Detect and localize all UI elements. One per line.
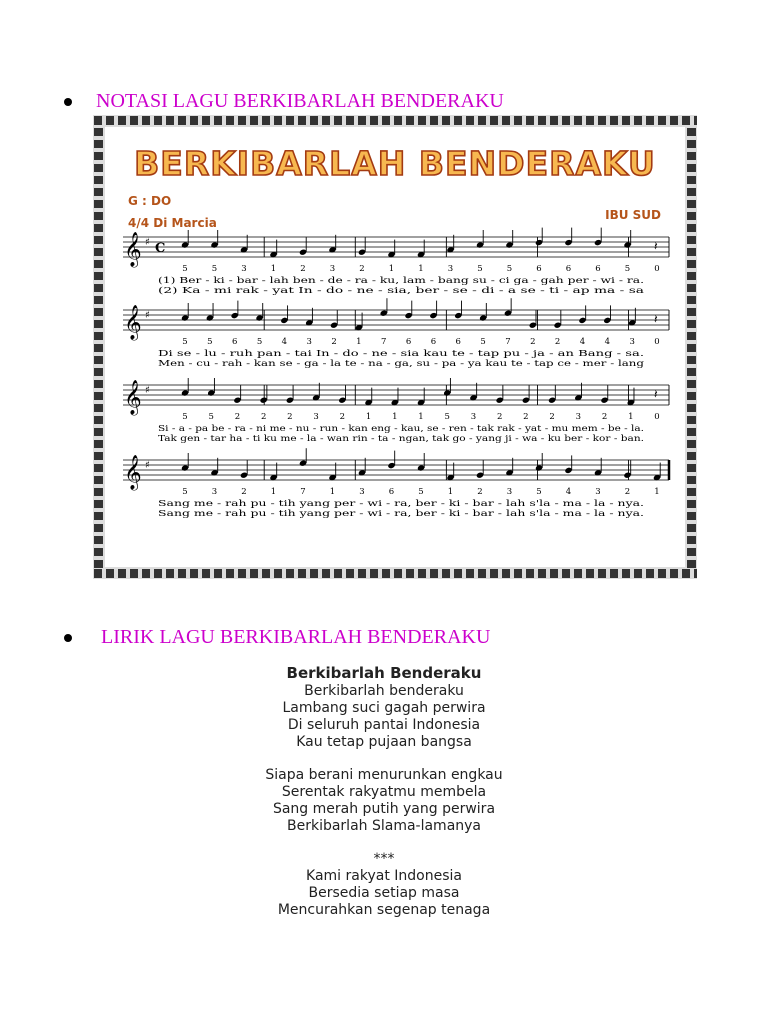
sheet-lyric-line: Di se - lu - ruh pan - tai In - do - ne - sia kau te - tap pu - ja - an Bang - sa. <box>158 349 644 358</box>
number-notation: 2 <box>549 412 555 422</box>
number-notation: 2 <box>496 412 503 422</box>
lyric-line: Berkibarlah benderaku <box>304 683 464 699</box>
number-notation: 6 <box>595 264 601 274</box>
number-notation: 2 <box>300 264 306 274</box>
number-notation: 5 <box>477 264 483 274</box>
lyric-line: Kami rakyat Indonesia <box>306 868 462 884</box>
number-notation: 6 <box>536 264 542 274</box>
sheet-lyric-line: Men - cu - rah - kan se - ga - la te - na - ga, su - pa - ya kau te - tap ce - mer - lang <box>158 359 644 368</box>
section-notasi <box>64 90 504 113</box>
number-notation: 2 <box>241 487 247 497</box>
number-notation: 4 <box>579 337 586 347</box>
section-lirik <box>64 626 490 649</box>
number-notation: 5 <box>182 487 188 497</box>
treble-clef-icon: 𝄞 <box>124 305 142 340</box>
number-notation: 6 <box>405 337 412 347</box>
number-notation: 1 <box>418 412 424 422</box>
number-notation: 4 <box>281 337 288 347</box>
number-notation: 5 <box>480 337 486 347</box>
number-notation: 3 <box>211 487 218 497</box>
sharp-icon: ♯ <box>145 237 150 248</box>
number-notation: 6 <box>455 337 461 347</box>
number-notation: 3 <box>470 412 477 422</box>
lyric-line: Serentak rakyatmu membela <box>281 784 487 800</box>
lyrics-separator: *** <box>373 851 395 867</box>
number-notation: 0 <box>654 337 660 347</box>
number-notation: 1 <box>388 264 395 274</box>
rest-icon: 𝄽 <box>654 387 658 401</box>
treble-clef-icon: 𝄞 <box>124 380 142 415</box>
lirik-heading: LIRIK LAGU BERKIBARLAH BENDERAKU <box>101 626 491 648</box>
sharp-icon: ♯ <box>145 310 150 321</box>
number-notation: 5 <box>182 412 188 422</box>
bullet-icon <box>64 98 72 106</box>
number-notation: 2 <box>624 487 631 497</box>
number-notation: 5 <box>536 487 542 497</box>
number-notation: 3 <box>359 487 365 497</box>
lyric-line: Kau tetap pujaan bangsa <box>296 734 472 750</box>
sheet-lyric-line: (2) Ka - mi rak - yat In - do - ne - sia, ber - se - di - a se - ti - ap ma - sa <box>158 286 645 295</box>
number-notation: 5 <box>418 487 424 497</box>
number-notation: 1 <box>418 264 424 274</box>
number-notation: 0 <box>654 264 660 274</box>
number-notation: 5 <box>208 412 214 422</box>
number-notation: 1 <box>447 487 454 497</box>
number-notation: 2 <box>339 412 346 422</box>
number-notation: 3 <box>447 264 454 274</box>
number-notation: 1 <box>270 487 277 497</box>
number-notation: 2 <box>601 412 608 422</box>
lyric-line: Sang merah putih yang perwira <box>272 801 496 817</box>
number-notation: 2 <box>331 337 337 347</box>
number-notation: 6 <box>231 337 238 347</box>
svg-text:C: C <box>155 241 166 256</box>
number-notation: 2 <box>359 264 365 274</box>
number-notation: 6 <box>565 264 572 274</box>
lyrics-block <box>184 665 584 919</box>
number-notation: 7 <box>505 337 511 347</box>
tempo-text: 4/4 Di Marcia <box>128 216 217 230</box>
number-notation: 5 <box>506 264 513 274</box>
number-notation: 1 <box>329 487 336 497</box>
number-notation: 3 <box>575 412 582 422</box>
number-notation: 2 <box>477 487 483 497</box>
number-notation: 1 <box>356 337 362 347</box>
sheet-lyric-line: Sang me - rah pu - tih yang per - wi - ra, ber - ki - bar - lah s'la - ma - la - nya. <box>158 509 644 518</box>
bullet-icon <box>64 634 72 642</box>
sharp-icon: ♯ <box>145 385 150 396</box>
sheet-lyric-line: Tak gen - tar ha - ti ku me - la - wan rin - ta - ngan, tak go - yang ji - wa - ku ber - kor - ban. <box>158 434 644 443</box>
sharp-icon: ♯ <box>145 460 150 471</box>
number-notation: 3 <box>241 264 247 274</box>
number-notation: 1 <box>628 412 634 422</box>
number-notation: 5 <box>624 264 631 274</box>
key-signature-text: G : DO <box>128 194 172 208</box>
number-notation: 2 <box>260 412 267 422</box>
notasi-heading: NOTASI LAGU BERKIBARLAH BENDERAKU <box>96 90 504 112</box>
number-notation: 5 <box>444 412 450 422</box>
number-notation: 5 <box>256 337 263 347</box>
number-notation: 3 <box>306 337 312 347</box>
number-notation: 4 <box>604 337 611 347</box>
lyric-line: Siapa berani menurunkan engkau <box>265 767 503 783</box>
rest-icon: 𝄽 <box>654 239 658 253</box>
number-notation: 3 <box>595 487 601 497</box>
rest-icon: 𝄽 <box>654 312 658 326</box>
composer-text: IBU SUD <box>605 208 661 222</box>
sheet-lyric-line: Sang me - rah pu - tih yang per - wi - ra, ber - ki - bar - lah s'la - ma - la - nya. <box>158 499 644 508</box>
number-notation: 1 <box>365 412 372 422</box>
number-notation: 2 <box>554 337 561 347</box>
lyric-line: Di seluruh pantai Indonesia <box>287 717 481 733</box>
number-notation: 2 <box>287 412 293 422</box>
number-notation: 2 <box>523 412 529 422</box>
sheet-title: BERKIBARLAH BENDERAKU <box>134 144 656 183</box>
number-notation: 3 <box>506 487 513 497</box>
number-notation: 2 <box>530 337 536 347</box>
sheet-music-image <box>93 115 697 579</box>
number-notation: 3 <box>313 412 319 422</box>
number-notation: 5 <box>182 337 188 347</box>
lyrics-title: Berkibarlah Benderaku <box>286 664 482 682</box>
number-notation: 1 <box>654 487 660 497</box>
number-notation: 5 <box>207 337 213 347</box>
number-notation: 6 <box>388 487 395 497</box>
number-notation: 3 <box>629 337 635 347</box>
sheet-lyric-line: (1) Ber - ki - bar - lah ben - de - ra - ku, lam - bang su - ci ga - gah per - wi - ra. <box>158 276 644 285</box>
lyric-line: Bersedia setiap masa <box>308 885 460 901</box>
treble-clef-icon: 𝄞 <box>124 232 142 267</box>
number-notation: 1 <box>392 412 398 422</box>
number-notation: 0 <box>654 412 660 422</box>
lyric-line: Mencurahkan segenap tenaga <box>277 902 491 918</box>
sheet-lyric-line: Si - a - pa be - ra - ni me - nu - run - kan eng - kau, se - ren - tak rak - yat - mu mem - be - la. <box>158 424 644 433</box>
number-notation: 4 <box>565 487 572 497</box>
treble-clef-icon: 𝄞 <box>124 455 142 490</box>
number-notation: 1 <box>270 264 277 274</box>
number-notation: 5 <box>211 264 218 274</box>
number-notation: 7 <box>381 337 387 347</box>
lyric-line: Lambang suci gagah perwira <box>282 700 486 716</box>
number-notation: 7 <box>300 487 306 497</box>
lyric-line: Berkibarlah Slama-lamanya <box>286 818 482 834</box>
number-notation: 5 <box>182 264 188 274</box>
number-notation: 3 <box>329 264 336 274</box>
number-notation: 2 <box>234 412 241 422</box>
number-notation: 6 <box>430 337 437 347</box>
